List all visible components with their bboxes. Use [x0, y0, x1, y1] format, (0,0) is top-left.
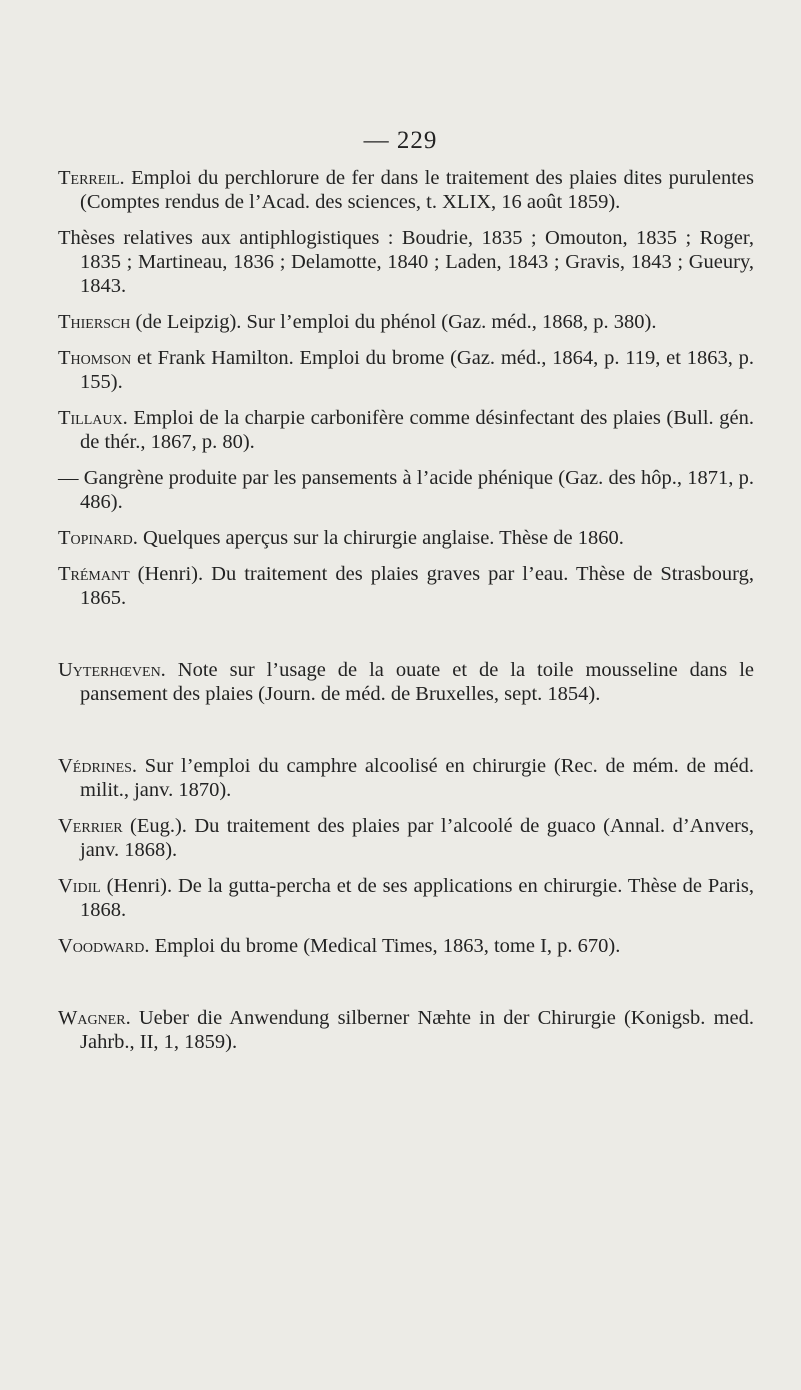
entry-text: Note sur l’usage de la ouate et de la toile mousseline dans le pansement des plaies (Journ. de méd. de Bruxelles, sept. 1854).: [80, 659, 754, 705]
entry-text: et Frank Hamilton. Emploi du brome (Gaz. méd., 1864, p. 119, et 1863, p. 155).: [80, 347, 754, 393]
bibliography-entry: [58, 814, 754, 862]
entry-author: Terreil.: [58, 167, 125, 189]
entry-text: (Eug.). Du traitement des plaies par l’alcoolé de guaco (Annal. d’Anvers, janv. 1868).: [80, 815, 754, 861]
bibliography-entry: [58, 346, 754, 394]
entry-text: (Henri). De la gutta-percha et de ses applications en chirurgie. Thèse de Paris, 1868.: [80, 875, 754, 921]
bibliography-entry: [58, 526, 754, 550]
bibliography-entry: [58, 310, 754, 334]
bibliography-entry: [58, 562, 754, 610]
entry-author: Thiersch: [58, 311, 131, 333]
bibliography-entry: [58, 1006, 754, 1054]
page-number: — 229: [363, 127, 438, 154]
entry-text: Sur l’emploi du camphre alcoolisé en chirurgie (Rec. de mém. de méd. milit., janv. 1870).: [80, 755, 754, 801]
entry-text: Quelques aperçus sur la chirurgie anglaise. Thèse de 1860.: [137, 527, 624, 549]
bibliography-entry: [58, 406, 754, 454]
entry-author: Védrines.: [58, 755, 138, 777]
entry-author: Topinard.: [58, 527, 138, 549]
entry-author: Trémant: [58, 563, 130, 585]
bibliography-entry: [58, 166, 754, 214]
bibliography-entry: [58, 934, 754, 958]
entry-text: Emploi du brome (Medical Times, 1863, tome I, p. 670).: [149, 935, 621, 957]
entry-author: Thomson: [58, 347, 132, 369]
entry-author: Uyterhœven.: [58, 659, 166, 681]
entry-text: — Gangrène produite par les pansements à l’acide phénique (Gaz. des hôp., 1871, p. 486).: [58, 467, 754, 513]
bibliography-list: [58, 166, 754, 1054]
entry-text: (Henri). Du traitement des plaies graves par l’eau. Thèse de Strasbourg, 1865.: [80, 563, 754, 609]
bibliography-entry: [58, 658, 754, 706]
entry-author: Vidil: [58, 875, 101, 897]
bibliography-entry: [58, 754, 754, 802]
entry-text: Emploi de la charpie carbonifère comme désinfectant des plaies (Bull. gén. de thér., 1867, p. 80).: [80, 407, 754, 453]
entry-author: Voodward.: [58, 935, 150, 957]
bibliography-entry: [58, 226, 754, 298]
entry-text: (de Leipzig). Sur l’emploi du phénol (Gaz. méd., 1868, p. 380).: [130, 311, 657, 333]
entry-author: Tillaux.: [58, 407, 128, 429]
entry-author: Verrier: [58, 815, 123, 837]
entry-text: Ueber die Anwendung silberner Næhte in der Chirurgie (Konigsb. med. Jahrb., II, 1, 1859).: [80, 1007, 754, 1053]
entry-text: Emploi du perchlorure de fer dans le traitement des plaies dites purulentes (Comptes rendus de l’Acad. des sciences, t. XLIX, 16 août 1859).: [80, 167, 754, 213]
bibliography-entry: [58, 874, 754, 922]
bibliography-entry: [58, 466, 754, 514]
entry-author: Wagner.: [58, 1007, 131, 1029]
entry-text: Thèses relatives aux antiphlogistiques : Boudrie, 1835 ; Omouton, 1835 ; Roger, 1835 ; Martineau, 1836 ; Delamotte, 1840 ; Laden, 1843 ; Gravis, 1843 ; Gueury, 1843.: [58, 227, 754, 297]
